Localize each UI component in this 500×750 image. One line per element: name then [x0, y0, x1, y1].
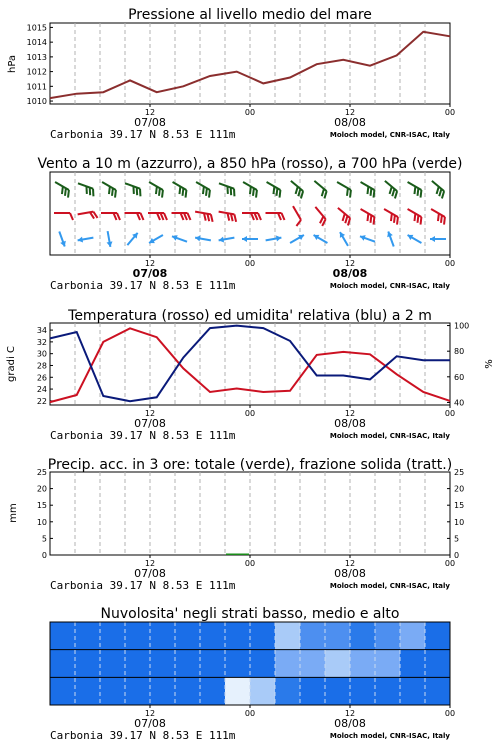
cloud-cell — [100, 650, 126, 678]
cloud-cell — [75, 677, 101, 705]
cloud-cell — [400, 677, 426, 705]
y-tick-label: 30 — [36, 349, 47, 359]
time-tick-label: 00 — [444, 259, 456, 268]
pressure-ylabel: hPa — [7, 54, 18, 74]
temperature-title: Temperatura (rosso) ed umidita' relativa (blu) a 2 m — [68, 308, 432, 324]
y-tick-label: 34 — [36, 326, 47, 336]
cloud-cell — [250, 677, 276, 705]
location-label: Carbonia 39.17 N 8.53 E 111m — [50, 579, 236, 592]
y-tick-label: 1014 — [26, 38, 47, 48]
cloud-cell — [125, 650, 151, 678]
time-tick-label: 00 — [444, 709, 456, 718]
pressure-title: Pressione al livello medio del mare — [128, 7, 372, 23]
cloud-cell — [225, 677, 251, 705]
time-tick-label: 12 — [344, 559, 356, 568]
cloud-cell — [200, 650, 226, 678]
y-tick-label: 1015 — [26, 23, 47, 33]
y-tick-label: 40 — [454, 398, 465, 408]
y-tick-label: 1013 — [26, 52, 47, 62]
y-tick-label: 100 — [454, 321, 470, 331]
time-tick-label: 00 — [244, 559, 256, 568]
y-tick-label: 1012 — [26, 67, 47, 77]
cloud-cell — [375, 650, 401, 678]
day-label: 08/08 — [334, 417, 366, 430]
time-tick-label: 00 — [244, 259, 256, 268]
day-label: 07/08 — [134, 116, 166, 129]
credit-label: Moloch model, CNR-ISAC, Italy — [329, 732, 450, 740]
cloud-cell — [50, 622, 76, 650]
cloud-cell — [400, 622, 426, 650]
cloud-cell — [175, 650, 201, 678]
y-tick-label: 26 — [36, 373, 47, 383]
y-tick-label: 25 — [454, 468, 465, 477]
cloud-cell — [325, 650, 351, 678]
cloud-title: Nuvolosita' negli strati basso, medio e alto — [100, 606, 400, 622]
cloud-cell — [350, 677, 376, 705]
y-tick-label: 15 — [36, 501, 47, 511]
cloud-cell — [150, 650, 176, 678]
y-tick-label: 10 — [454, 517, 465, 527]
time-tick-label: 12 — [144, 409, 156, 418]
cloud-cell — [75, 650, 101, 678]
temperature-ylabel: gradi C — [6, 346, 17, 382]
cloud-cell — [125, 677, 151, 705]
y-tick-label: 10 — [36, 517, 47, 527]
cloud-cell — [150, 677, 176, 705]
time-tick-label: 12 — [144, 559, 156, 568]
cloud-cell — [100, 677, 126, 705]
cloud-cell — [50, 650, 76, 678]
cloud-cell — [275, 677, 301, 705]
y-tick-label: 32 — [36, 337, 47, 347]
location-label: Carbonia 39.17 N 8.53 E 111m — [50, 429, 236, 442]
cloud-cell — [325, 677, 351, 705]
credit-label: Moloch model, CNR-ISAC, Italy — [329, 432, 450, 440]
cloud-cell — [200, 677, 226, 705]
time-tick-label: 12 — [144, 108, 156, 117]
day-label: 07/08 — [132, 267, 168, 280]
location-label: Carbonia 39.17 N 8.53 E 111m — [50, 128, 236, 141]
cloud-cell — [300, 677, 326, 705]
cloud-cell — [300, 650, 326, 678]
time-tick-label: 12 — [344, 108, 356, 117]
time-tick-label: 00 — [244, 108, 256, 117]
cloud-cell — [425, 650, 451, 678]
y-tick-label: 20 — [36, 484, 47, 494]
cloud-cell — [250, 650, 276, 678]
day-label: 07/08 — [134, 567, 166, 580]
time-tick-label: 12 — [144, 709, 156, 718]
cloud-cell — [425, 622, 451, 650]
day-label: 07/08 — [134, 717, 166, 730]
time-tick-label: 00 — [444, 108, 456, 117]
cloud-cell — [250, 622, 276, 650]
cloud-cell — [175, 622, 201, 650]
wind-title: Vento a 10 m (azzurro), a 850 hPa (rosso), a 700 hPa (verde) — [37, 156, 463, 172]
time-tick-label: 12 — [344, 259, 356, 268]
cloud-cell — [375, 677, 401, 705]
time-tick-label: 12 — [344, 709, 356, 718]
cloud-cell — [425, 677, 451, 705]
day-label: 08/08 — [334, 567, 366, 580]
day-label: 07/08 — [134, 417, 166, 430]
time-tick-label: 00 — [444, 559, 456, 568]
y-tick-label: 20 — [454, 484, 465, 494]
location-label: Carbonia 39.17 N 8.53 E 111m — [50, 279, 236, 292]
y-tick-label: 22 — [36, 396, 47, 406]
credit-label: Moloch model, CNR-ISAC, Italy — [329, 131, 450, 139]
y-tick-label: 0 — [41, 551, 47, 560]
y-tick-label: 15 — [454, 501, 465, 511]
time-tick-label: 12 — [144, 259, 156, 268]
cloud-cell — [50, 677, 76, 705]
time-tick-label: 00 — [244, 709, 256, 718]
cloud-cell — [150, 622, 176, 650]
y-tick-label: 25 — [36, 468, 47, 477]
y-tick-label: 60 — [454, 372, 465, 382]
time-tick-label: 00 — [244, 409, 256, 418]
y-tick-label: 80 — [454, 347, 465, 357]
y-tick-label: 5 — [41, 534, 47, 544]
precip-ylabel: mm — [8, 503, 19, 523]
cloud-cell — [400, 650, 426, 678]
y-tick-label: 28 — [36, 361, 47, 371]
time-tick-label: 12 — [344, 409, 356, 418]
time-tick-label: 00 — [444, 409, 456, 418]
y-tick-label: 5 — [454, 534, 460, 544]
y-tick-label: 0 — [454, 551, 460, 560]
cloud-cell — [125, 622, 151, 650]
y-tick-label: 1010 — [26, 97, 47, 107]
cloud-cell — [350, 650, 376, 678]
precip-title: Precip. acc. in 3 ore: totale (verde), frazione solida (tratt.) — [47, 457, 453, 473]
cloud-cell — [275, 650, 301, 678]
credit-label: Moloch model, CNR-ISAC, Italy — [329, 582, 450, 590]
day-label: 08/08 — [334, 717, 366, 730]
day-label: 08/08 — [334, 116, 366, 129]
credit-label: Moloch model, CNR-ISAC, Italy — [329, 282, 450, 290]
cloud-cell — [225, 622, 251, 650]
y-tick-label: 1011 — [26, 82, 47, 92]
cloud-cell — [100, 622, 126, 650]
cloud-cell — [375, 622, 401, 650]
location-label: Carbonia 39.17 N 8.53 E 111m — [50, 729, 236, 742]
cloud-cell — [225, 650, 251, 678]
cloud-cell — [325, 622, 351, 650]
cloud-cell — [350, 622, 376, 650]
cloud-cell — [300, 622, 326, 650]
y-tick-label: 24 — [36, 385, 47, 395]
humidity-ylabel: % — [484, 359, 495, 369]
cloud-cell — [275, 622, 301, 650]
cloud-cell — [175, 677, 201, 705]
precip-bar — [226, 554, 249, 556]
cloud-cell — [75, 622, 101, 650]
cloud-cell — [200, 622, 226, 650]
day-label: 08/08 — [332, 267, 368, 280]
